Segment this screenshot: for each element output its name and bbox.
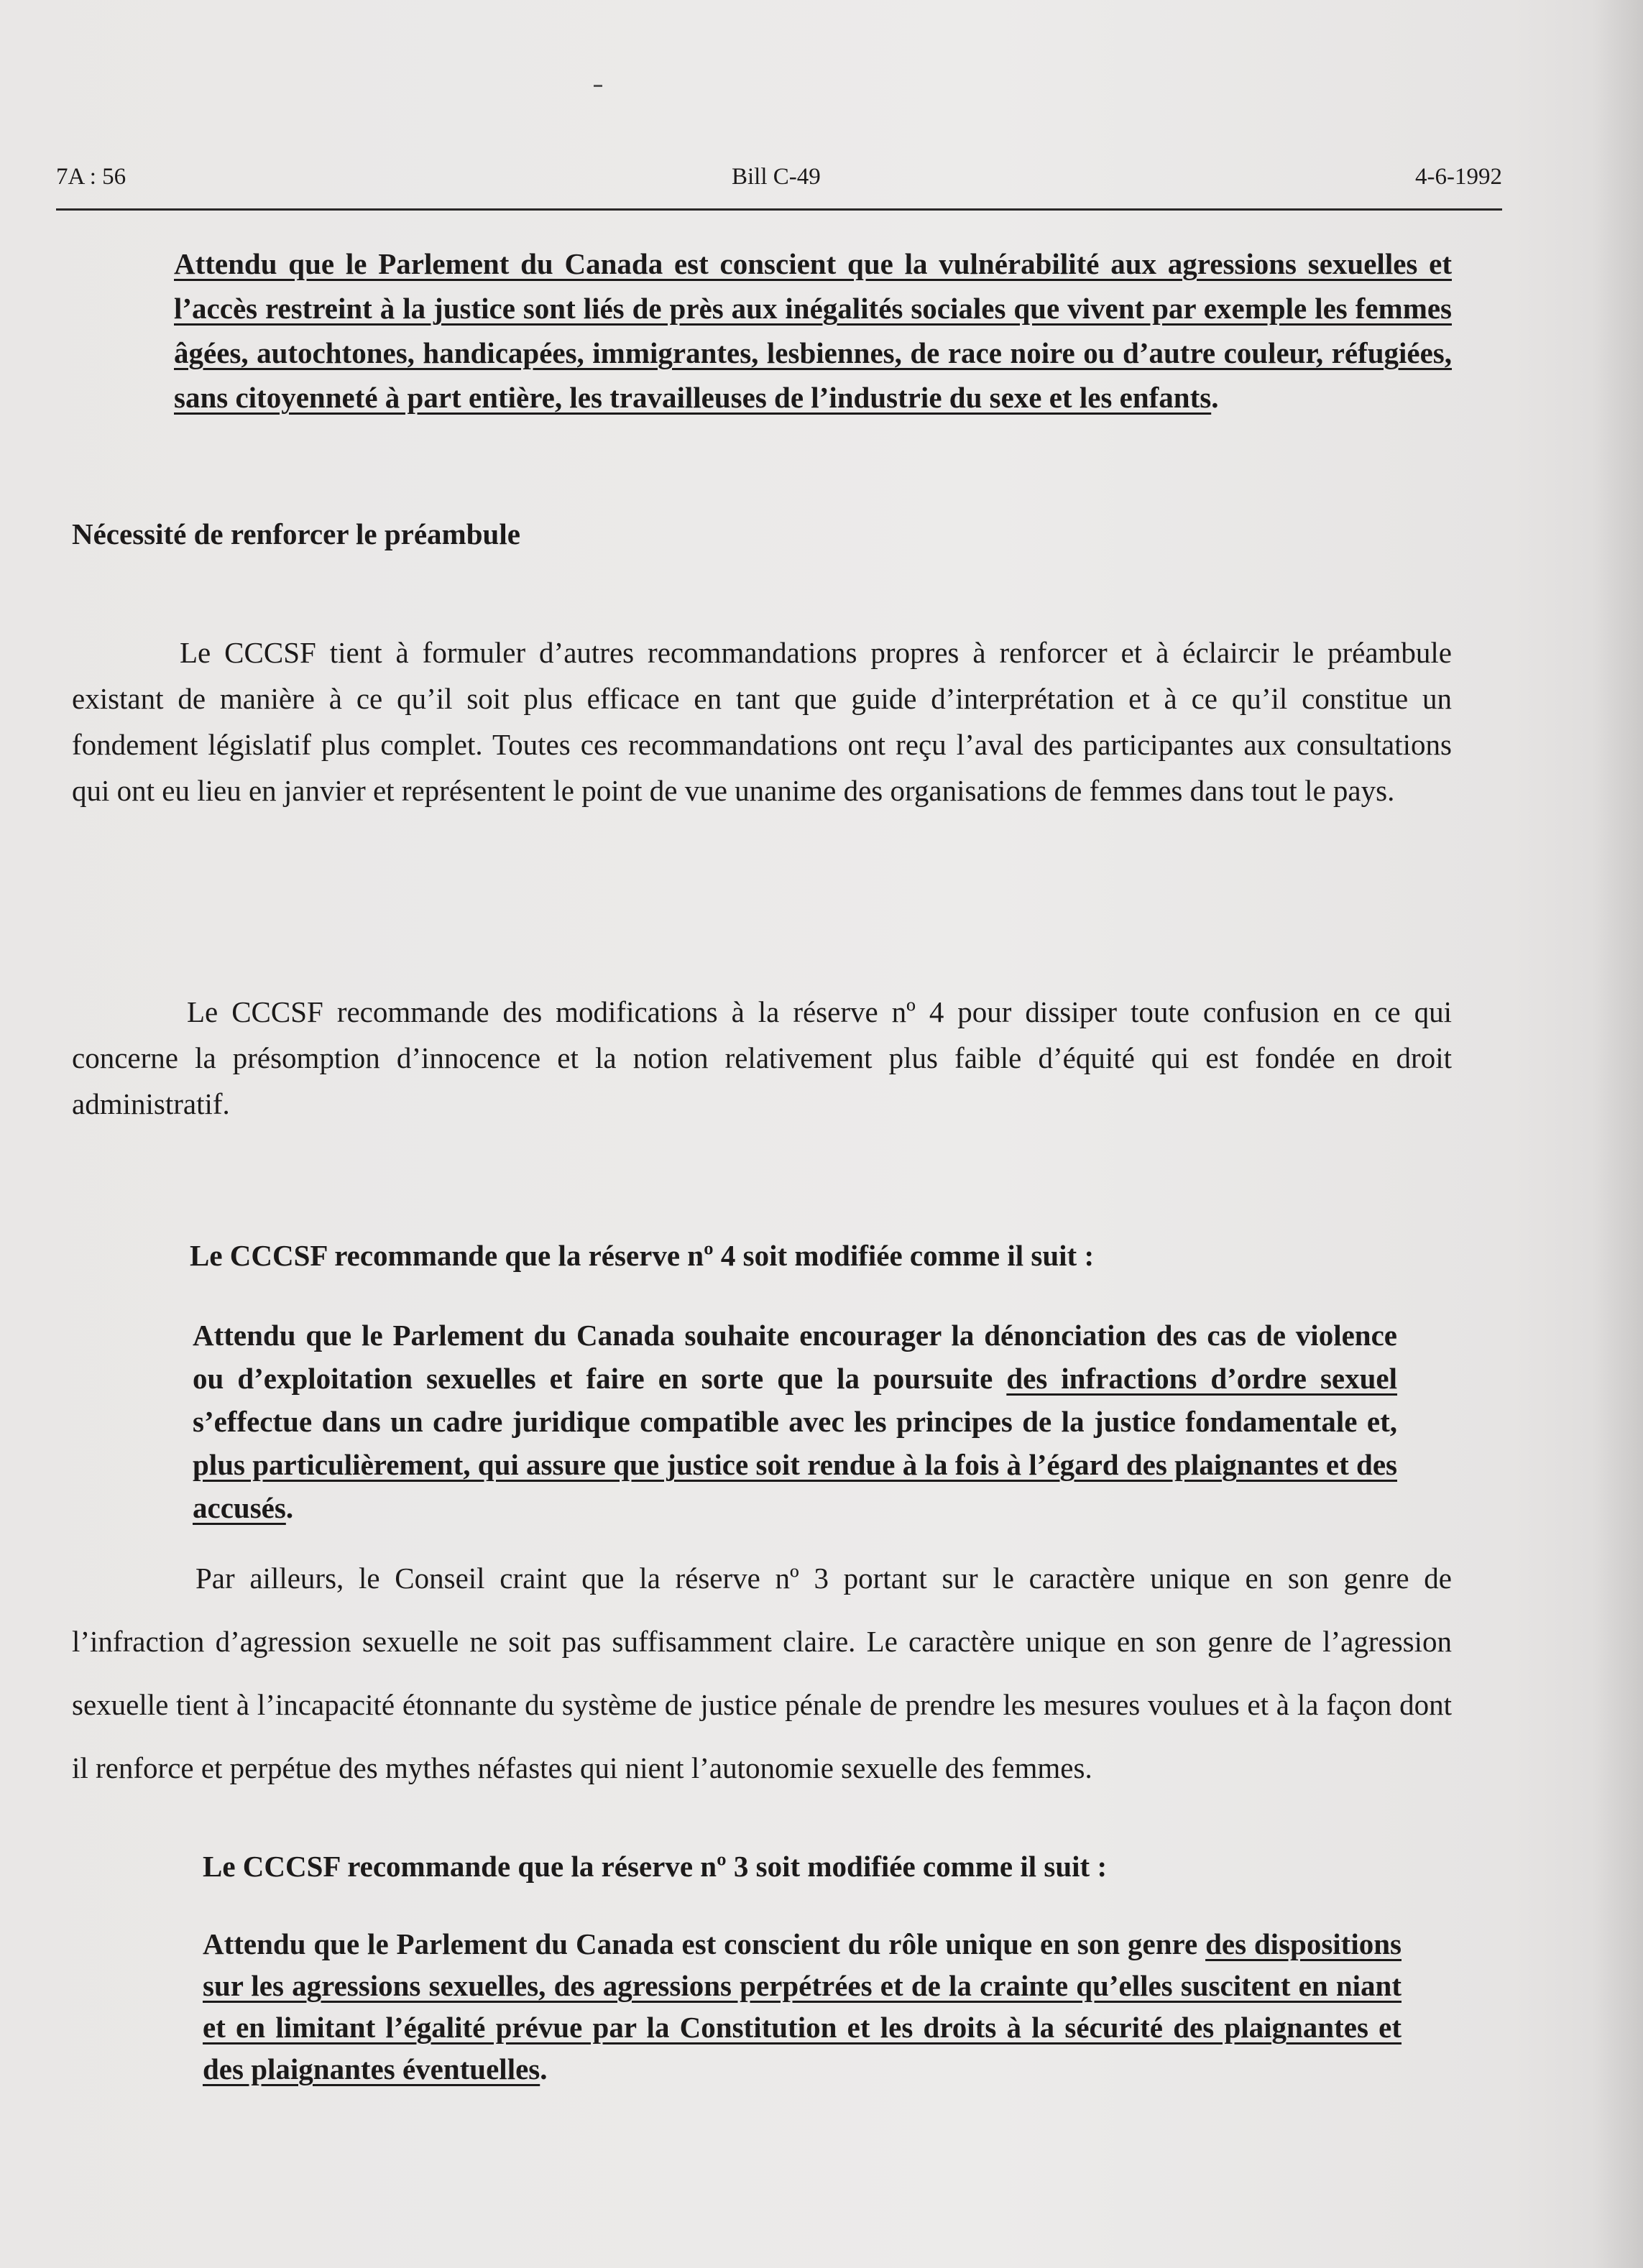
section-heading <box>72 512 1437 556</box>
amendment-4-end: . <box>285 1491 294 1524</box>
bill-label: Bill C-49 <box>732 164 821 190</box>
header-date: 4-6-1992 <box>1415 164 1502 190</box>
amendment-4-text-2: s’effectue dans un cadre juridique compatible avec les principes de la justice fondamentale et, <box>193 1405 1397 1438</box>
recommendation-text: Le CCCSF tient à formuler d’autres recommandations propres à renforcer et à éclaircir le préambule existant de manière à ce qu’il soit plus efficace en tant que guide d’interprétation et à ce qu’il constitue un fondement législatif plus complet. Toutes ces recommandations ont reçu l’aval des participantes aux consultations qui ont eu lieu en janvier et représentent le point de vue unanime des organisations de femmes dans tout le pays. <box>72 636 1452 807</box>
reserve-3-amendment <box>203 1923 1402 2090</box>
preamble-end: . <box>1211 381 1219 414</box>
recommendation-paragraph <box>72 630 1452 813</box>
amendment-3-end: . <box>540 2052 548 2085</box>
page-header <box>56 164 1502 207</box>
amendment-4-text-1: Attendu que le Parlement du Canada souhaite encourager la dénonciation des cas de violence ou d’exploitation sexuelles et faire en sorte que la poursuite <box>193 1319 1397 1395</box>
reserve-3-heading <box>203 1844 1496 1889</box>
amendment-4-underlined-1: des infractions d’ordre sexuel <box>1006 1362 1398 1395</box>
amendment-3-underlined: des dispositions sur les agressions sexuelles, des agressions perpétrées et de la crainte qu’elles suscitent en niant et en limitant l’égalité prévue par la Constitution et les droits à la sécurité des plaignantes et des plaignantes éventuelles <box>203 1927 1402 2085</box>
reserve-3-text: Par ailleurs, le Conseil craint que la réserve nº 3 portant sur le caractère unique en son genre de l’infraction d’agression sexuelle ne soit pas suffisamment claire. Le caractère unique en son genre de l’agression sexuelle tient à l’incapacité étonnante du système de justice pénale de prendre les mesures voulues et à la façon dont il renforce et perpétue des mythes néfastes qui nient l’autonomie sexuelle des femmes. <box>72 1562 1452 1784</box>
reserve-3-heading-text: Le CCCSF recommande que la réserve nº 3 soit modifiée comme il suit : <box>203 1850 1108 1883</box>
reserve-4-paragraph <box>72 989 1452 1127</box>
header-rule <box>56 208 1502 211</box>
reserve-4-amendment <box>193 1314 1397 1529</box>
reserve-4-heading-text: Le CCCSF recommande que la réserve nº 4 soit modifiée comme il suit : <box>190 1239 1095 1272</box>
preamble-paragraph <box>174 241 1452 420</box>
stray-mark <box>594 85 602 87</box>
section-heading-text: Nécessité de renforcer le préambule <box>72 517 520 550</box>
reserve-4-text: Le CCCSF recommande des modifications à la réserve nº 4 pour dissiper toute confusion en ce qui concerne la présomption d’innocence et la notion relativement plus faible d’équité qui est fondée en droit administratif. <box>72 995 1452 1120</box>
amendment-4-underlined-2: plus particulièrement, qui assure que justice soit rendue à la fois à l’égard des plaignantes et des accusés <box>193 1448 1397 1524</box>
page-edge-shadow <box>1593 0 1643 2268</box>
reserve-4-heading <box>190 1233 1483 1278</box>
amendment-3-text-1: Attendu que le Parlement du Canada est conscient du rôle unique en son genre <box>203 1927 1206 1960</box>
reserve-3-paragraph <box>72 1546 1452 1799</box>
preamble-underlined-text: Attendu que le Parlement du Canada est conscient que la vulnérabilité aux agressions sexuelles et l’accès restreint à la justice sont liés de près aux inégalités sociales que vivent par exemple les femmes âgées, autochtones, handicapées, immigrantes, lesbiennes, de race noire ou d’autre couleur, réfugiées, sans citoyenneté à part entière, les travailleuses de l’industrie du sexe et les enfants <box>174 247 1452 414</box>
page-number: 7A : 56 <box>56 164 126 190</box>
